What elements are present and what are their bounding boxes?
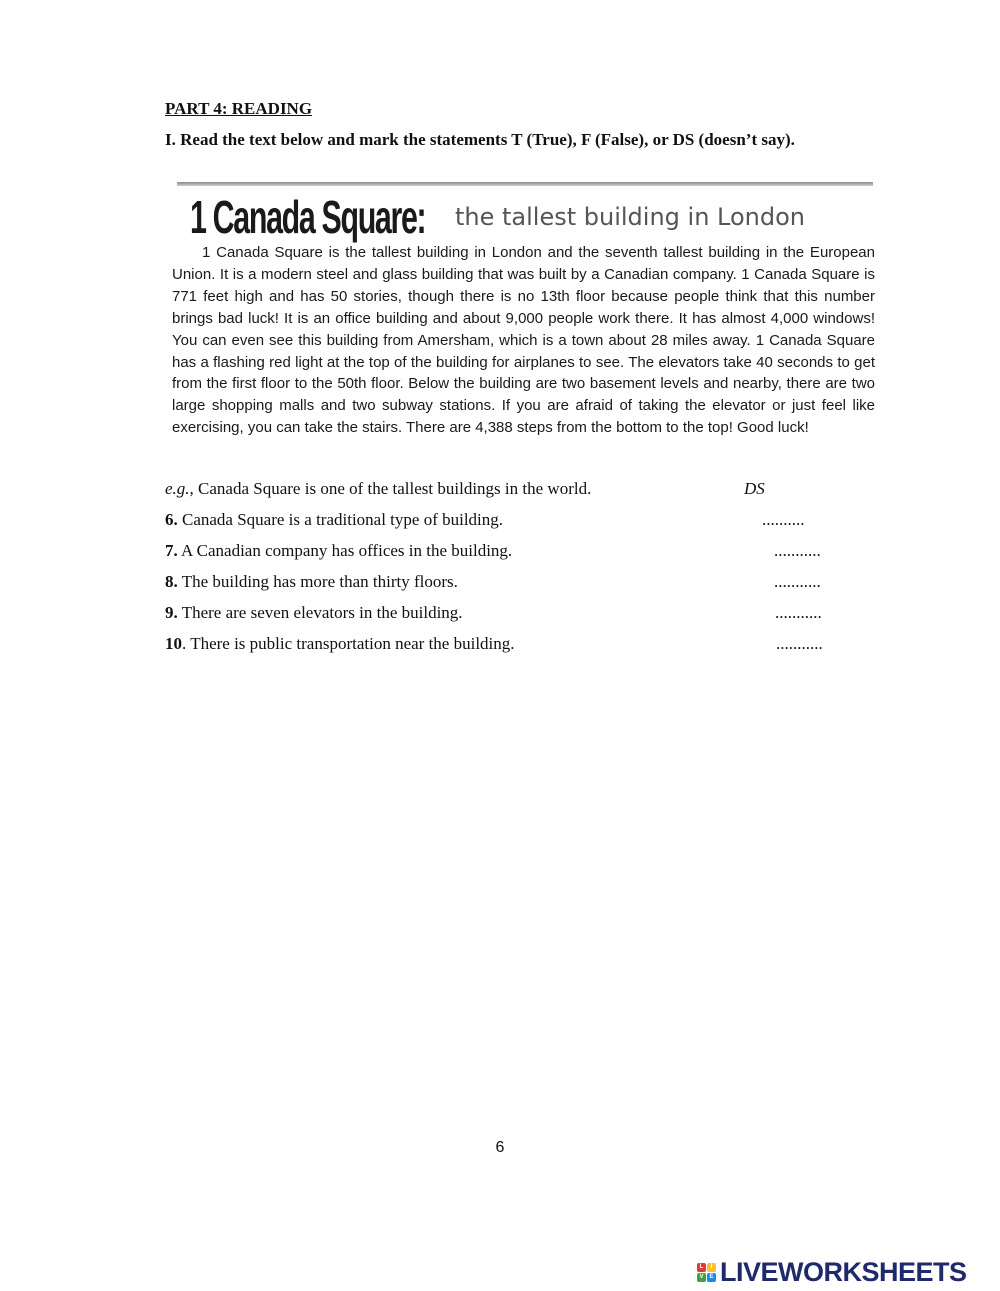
- statement-8: [165, 569, 845, 600]
- article-header: [190, 190, 805, 244]
- statement-text: Canada Square is a traditional type of building.: [177, 510, 504, 529]
- answer-blank[interactable]: ...........: [776, 634, 823, 653]
- statement-6: [165, 507, 845, 538]
- article-top-rule: [177, 182, 873, 186]
- liveworksheets-logo-icon: [697, 1263, 716, 1282]
- logo-tile-v: V: [697, 1273, 706, 1282]
- example-label: e.g.,: [165, 479, 194, 498]
- statement-text: There are seven elevators in the building.: [177, 603, 463, 622]
- statement-number: 8.: [165, 572, 178, 591]
- reading-article: [165, 180, 873, 462]
- answer-blank[interactable]: ...........: [774, 541, 821, 560]
- logo-tile-i: I: [707, 1263, 716, 1272]
- statement-number: 6.: [165, 510, 178, 529]
- instruction-text: I. Read the text below and mark the statements T (True), F (False), or DS (doesn’t say).: [165, 130, 795, 149]
- section-title: PART 4: READING: [165, 99, 313, 118]
- statement-number: 7.: [165, 541, 178, 560]
- answer-blank[interactable]: ..........: [762, 510, 805, 529]
- logo-tile-l: L: [697, 1263, 706, 1272]
- example-answer: DS: [744, 479, 765, 498]
- page-number: 6: [495, 1139, 505, 1156]
- statement-9: [165, 600, 845, 631]
- statement-10: [165, 631, 845, 662]
- statement-text: . There is public transportation near the building.: [182, 634, 515, 653]
- liveworksheets-brand: [697, 1257, 967, 1287]
- article-title: 1 Canada Square:: [190, 191, 426, 243]
- brand-text: LIVEWORKSHEETS: [720, 1256, 967, 1287]
- statement-number: 9.: [165, 603, 178, 622]
- statement-list: [165, 476, 845, 662]
- answer-blank[interactable]: ...........: [774, 572, 821, 591]
- article-body: 1 Canada Square is the tallest building in London and the seventh tallest building in the European Union. It is a modern steel and glass building that was built by a Canadian company. 1 Canada Square is 771 feet high and has 50 stories, though there is no 13th floor because people think that this number brings bad luck! It is an office building and about 9,000 people work there. It has almost 4,000 windows! You can even see this building from Amersham, which is a town about 28 miles away. 1 Canada Square has a flashing red light at the top of the building for airplanes to see. The elevators take 40 seconds to get from the first floor to the 50th floor. Below the building are two basement levels and nearby, there are two large shopping malls and two subway stations. If you are afraid of taking the elevator or just feel like exercising, you can take the stairs. There are 4,388 steps from the bottom to the top! Good luck!: [172, 244, 875, 437]
- statement-text: A Canadian company has offices in the building.: [177, 541, 513, 560]
- answer-blank[interactable]: ...........: [775, 603, 822, 622]
- statement-text: The building has more than thirty floors.: [177, 572, 458, 591]
- example-statement: [165, 476, 845, 507]
- statement-7: [165, 538, 845, 569]
- statement-text: Canada Square is one of the tallest buildings in the world.: [193, 479, 592, 498]
- logo-tile-e: E: [707, 1273, 716, 1282]
- article-subtitle: the tallest building in London: [455, 203, 806, 231]
- statement-number: 10: [165, 634, 182, 653]
